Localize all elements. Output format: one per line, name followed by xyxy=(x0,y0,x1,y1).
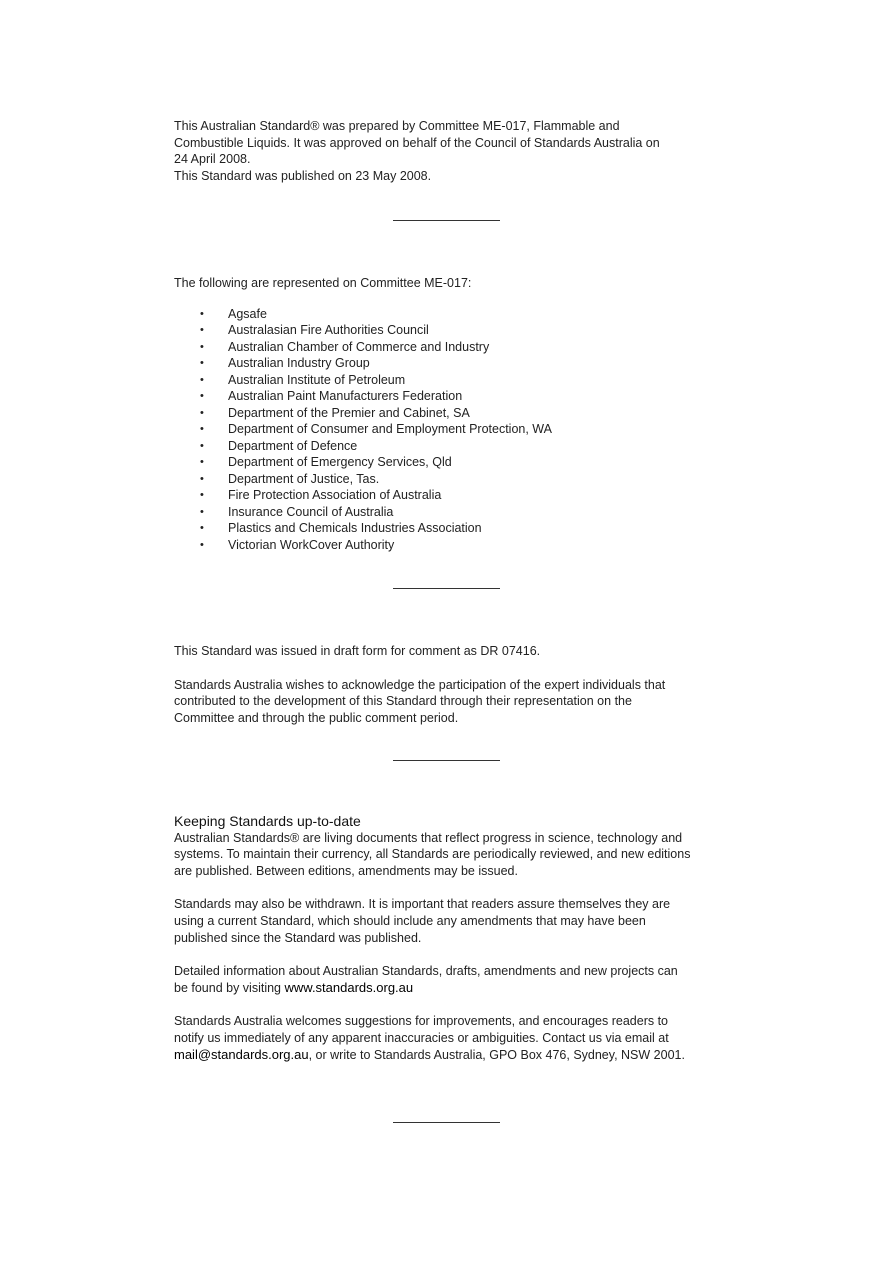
committee-member-item xyxy=(174,520,734,537)
committee-member-item xyxy=(174,454,734,471)
paragraph-4-line-3 xyxy=(174,1047,734,1064)
paragraph-4-line-2: notify us immediately of any apparent inaccuracies or ambiguities. Contact us via email at xyxy=(174,1030,669,1045)
bullet-icon: • xyxy=(200,538,204,551)
bullet-icon: • xyxy=(200,439,204,452)
postal-address: , or write to Standards Australia, GPO Box 476, Sydney, NSW 2001. xyxy=(308,1047,685,1062)
committee-members-list xyxy=(174,306,734,554)
bullet-icon: • xyxy=(200,522,204,535)
paragraph-2-line-2: using a current Standard, which should include any amendments that may have been xyxy=(174,913,646,928)
bullet-icon: • xyxy=(200,390,204,403)
section-divider xyxy=(393,1122,500,1123)
committee-member-name: Insurance Council of Australia xyxy=(228,504,394,519)
committee-member-item xyxy=(174,537,734,554)
paragraph-1-line-3: are published. Between editions, amendments may be issued. xyxy=(174,863,518,878)
committee-member-name: Victorian WorkCover Authority xyxy=(228,537,395,552)
acknowledgement-line-3: Committee and through the public comment period. xyxy=(174,710,459,725)
contact-email-link[interactable]: mail@standards.org.au xyxy=(174,1046,309,1062)
bullet-icon: • xyxy=(200,373,204,386)
committee-lead: The following are represented on Committee ME-017: xyxy=(174,276,472,290)
committee-section xyxy=(174,275,734,553)
bullet-icon: • xyxy=(200,357,204,370)
committee-member-name: Fire Protection Association of Australia xyxy=(228,488,442,503)
bullet-icon: • xyxy=(200,340,204,353)
paragraph-3-prefix: be found by visiting xyxy=(174,980,285,995)
acknowledgement-line-1: Standards Australia wishes to acknowledge the participation of the expert individuals that xyxy=(174,677,666,692)
committee-member-item xyxy=(174,306,734,323)
intro-line-3: 24 April 2008. xyxy=(174,152,251,167)
committee-member-name: Agsafe xyxy=(228,306,267,321)
paragraph-3-line-2 xyxy=(174,980,734,997)
intro-line-2: Combustible Liquids. It was approved on behalf of the Council of Standards Australia on xyxy=(174,135,660,150)
committee-member-item xyxy=(174,421,734,438)
standards-website-link[interactable]: www.standards.org.au xyxy=(284,979,414,995)
keeping-up-to-date-section xyxy=(174,813,734,1063)
paragraph-3-line-1: Detailed information about Australian Standards, drafts, amendments and new projects can xyxy=(174,964,678,979)
committee-member-item xyxy=(174,372,734,389)
bullet-icon: • xyxy=(200,406,204,419)
committee-member-item xyxy=(174,322,734,339)
committee-member-name: Department of Defence xyxy=(228,438,358,453)
section-divider xyxy=(393,760,500,761)
bullet-icon: • xyxy=(200,456,204,469)
committee-member-name: Australasian Fire Authorities Council xyxy=(228,323,429,338)
bullet-icon: • xyxy=(200,505,204,518)
committee-member-name: Department of Emergency Services, Qld xyxy=(228,455,452,470)
draft-issued-statement: This Standard was issued in draft form for comment as DR 07416. xyxy=(174,644,541,658)
committee-member-item xyxy=(174,355,734,372)
committee-member-item xyxy=(174,471,734,488)
paragraph-1-line-1: Australian Standards® are living documents that reflect progress in science, technology and xyxy=(174,830,683,845)
committee-member-name: Department of Justice, Tas. xyxy=(228,471,380,486)
committee-member-name: Australian Industry Group xyxy=(228,356,370,371)
committee-member-item xyxy=(174,339,734,356)
committee-member-name: Australian Paint Manufacturers Federation xyxy=(228,389,463,404)
committee-member-item xyxy=(174,438,734,455)
publication-date: This Standard was published on 23 May 2008. xyxy=(174,168,432,183)
section-heading: Keeping Standards up-to-date xyxy=(174,813,361,829)
committee-member-item xyxy=(174,504,734,521)
draft-section xyxy=(174,643,734,726)
committee-member-name: Plastics and Chemicals Industries Association xyxy=(228,521,482,536)
committee-member-name: Department of the Premier and Cabinet, SA xyxy=(228,405,470,420)
acknowledgement-line-2: contributed to the development of this Standard through their representation on the xyxy=(174,694,632,709)
paragraph-2-line-1: Standards may also be withdrawn. It is important that readers assure themselves they are xyxy=(174,897,671,912)
committee-member-item xyxy=(174,388,734,405)
section-divider xyxy=(393,220,500,221)
section-divider xyxy=(393,588,500,589)
bullet-icon: • xyxy=(200,324,204,337)
committee-member-name: Department of Consumer and Employment Protection, WA xyxy=(228,422,552,437)
committee-member-name: Australian Institute of Petroleum xyxy=(228,372,406,387)
bullet-icon: • xyxy=(200,489,204,502)
paragraph-4-line-1: Standards Australia welcomes suggestions for improvements, and encourages readers to xyxy=(174,1014,669,1029)
committee-member-name: Australian Chamber of Commerce and Industry xyxy=(228,339,490,354)
paragraph-2-line-3: published since the Standard was published. xyxy=(174,930,422,945)
intro-line-1: This Australian Standard® was prepared by Committee ME-017, Flammable and xyxy=(174,119,620,133)
bullet-icon: • xyxy=(200,423,204,436)
preparation-statement xyxy=(174,118,734,184)
bullet-icon: • xyxy=(200,307,204,320)
bullet-icon: • xyxy=(200,472,204,485)
committee-member-item xyxy=(174,405,734,422)
paragraph-1-line-2: systems. To maintain their currency, all Standards are periodically reviewed, and new editions xyxy=(174,847,691,862)
committee-member-item xyxy=(174,487,734,504)
